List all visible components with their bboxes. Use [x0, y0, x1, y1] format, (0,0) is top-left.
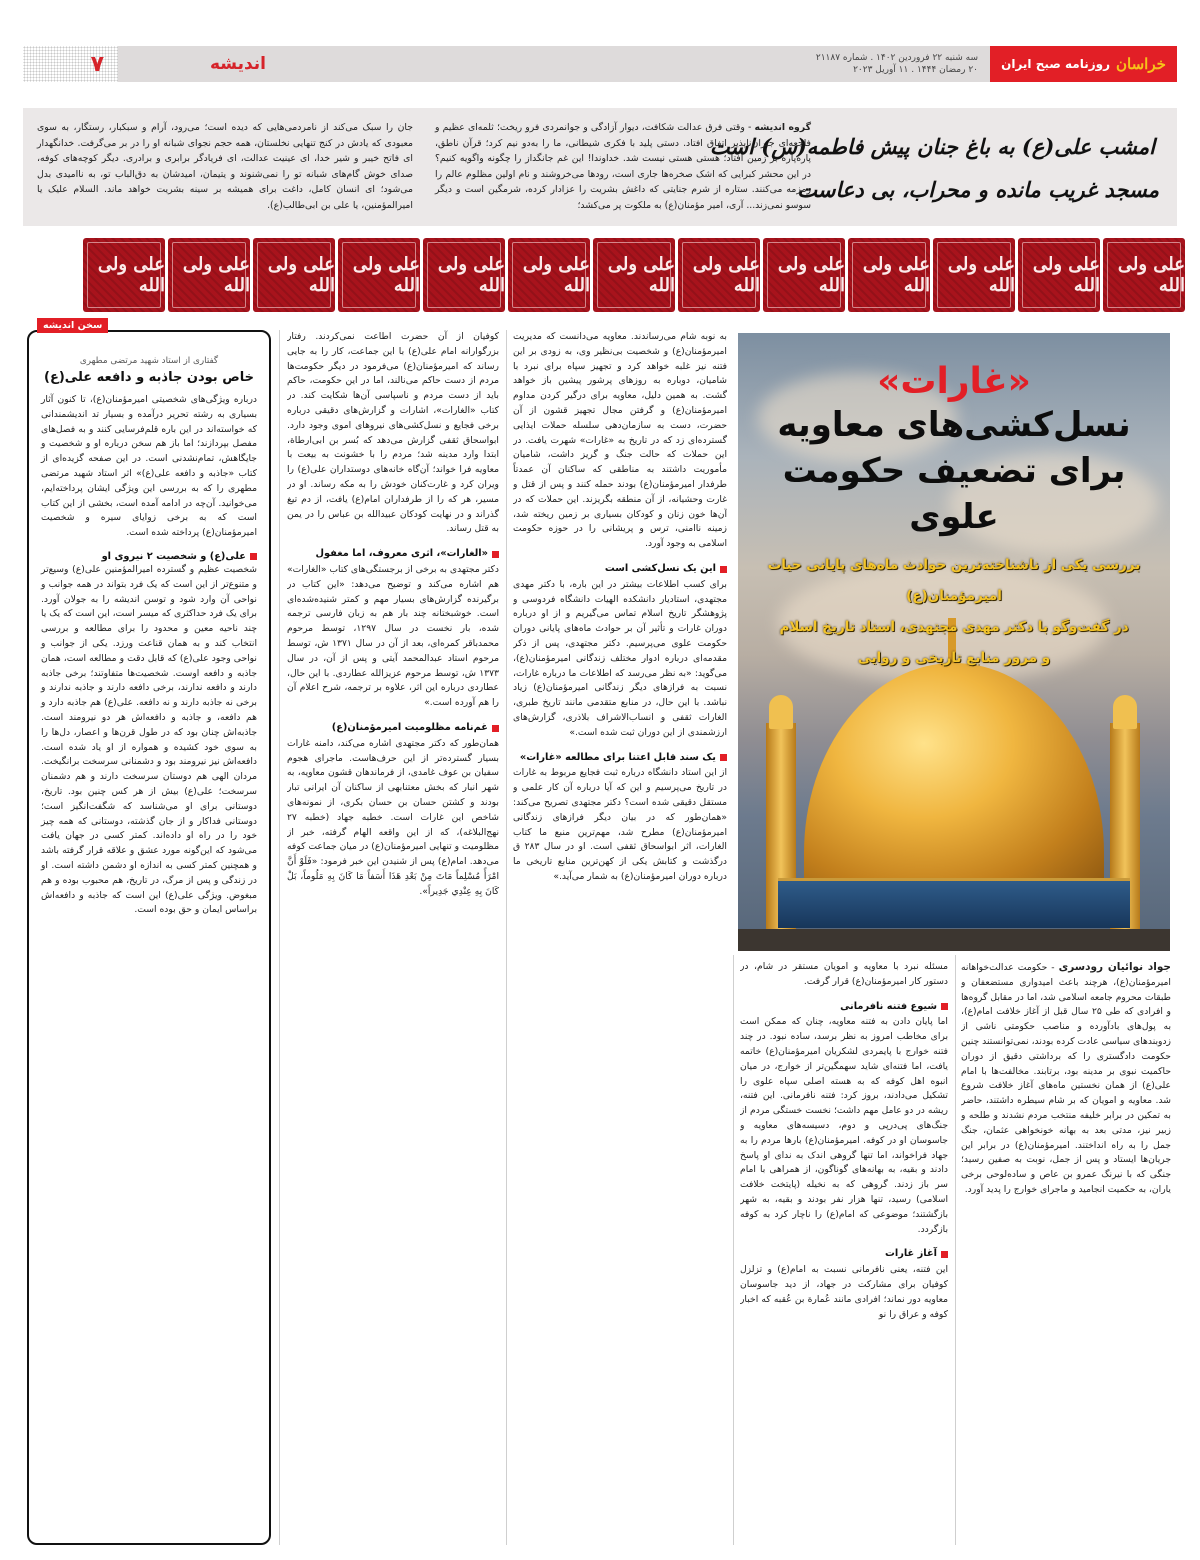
deck-line-1: بررسی یکی از ناشناخته‌ترین حوادث ماه‌های پایانی حیات امیرمؤمنان(ع)	[767, 557, 1141, 604]
calligraphy-text: علی ولی الله	[692, 254, 760, 296]
intro-paragraph-2	[37, 120, 413, 216]
calligraphy-tile	[423, 238, 505, 312]
article-paragraph: مسئله نبرد با معاویه و امویان مستقر در شام، در دستور کار امیرمؤمنان(ع) قرار گرفت.	[740, 961, 948, 987]
calligraphy-text: علی ولی الله	[182, 254, 250, 296]
subhead-text: غم‌نامه مظلومیت امیرمؤمنان(ع)	[331, 721, 488, 733]
calligraphy-tile	[253, 238, 335, 312]
masthead	[23, 46, 1177, 82]
dome-tiled-drum	[778, 878, 1130, 928]
poem-line-1: امشب علی(ع) به باغ جنان پیش فاطمه(س) است	[709, 134, 1155, 159]
subhead-text: این یک نسل‌کشی است	[604, 562, 716, 574]
article-paragraph: به نوبه شام می‌رساندند. معاویه می‌دانست که مدیریت امیرمؤمنان(ع) و شخصیت بی‌نظیر وی، به زودی بر این فتنه نیز غلبه خواهد کرد و تجهیز سپاه برای نبرد با شامیان، دوباره به روزهای پرشور پیشین باز خواهد گشت. به همین دلیل، معاویه برای درگیر کردن مداوم امیرمؤمنان(ع) و گرفتن مجال تجهیز قشون از آن حضرت، دست به سازمان‌دهی سلسله حملات ایذایی گسترده‌ای زد که در تاریخ به «غارات» شهرت یافت. در این حملات که حالت جنگ و گریز داشت، شامیان مأموریت داشتند به مناطقی که ساکنان آن عمدتاً طرفدار امیرمؤمنان(ع) بودند حمله کنند و پس از قتل و غارت وحشیانه، از آن منطقه بگریزند. این حملات که در آن‌ها خون زنان و کودکان بسیاری بر زمین ریخته شد، زمینه ناامنی، ترس و پریشانی را در حوزه حکومت اسلامی به وجود آورد.	[513, 331, 727, 550]
page-number-box	[23, 46, 118, 82]
article-column-3	[287, 330, 499, 1545]
article-lead-paragraph	[961, 960, 1171, 1198]
intro-paragraph-1	[435, 120, 811, 216]
calligraphy-text: علی ولی الله	[267, 254, 335, 296]
red-square-icon	[720, 566, 727, 573]
dateline-persian: سه شنبه ۲۲ فروردین ۱۴۰۲ . شماره ۲۱۱۸۷	[815, 53, 978, 63]
column-rule	[955, 955, 956, 1545]
calligraphy-text: علی ولی الله	[777, 254, 845, 296]
red-square-icon	[941, 1003, 948, 1010]
calligraphy-text: علی ولی الله	[97, 254, 165, 296]
article-paragraph: کوفیان از آن حضرت اطاعت نمی‌کردند. رفتار بزرگوارانه امام علی(ع) با این جماعت، کار را به جایی رساند که امیرمؤمنان(ع) می‌فرمود در دیگر حکومت‌ها مردم از دست حاکم می‌نالند، اما در این حکومت، حاکم باید از دست مردم و ناسپاسی آن‌ها شکایت کند. در کتاب «الغارات»، اشارات و گزارش‌های دقیقی درباره برخی فجایع و نسل‌کشی‌های نیروهای اموی وجود دارد. ابواسحاق ثقفی گزارش می‌دهد که بُسر بن ابی‌ارطاة، ابتدا وارد مدینه شد؛ مردم را با خشونت به بیعت با معاویه فرا خواند؛ آن‌گاه خانه‌های دوستداران علی(ع) را ویران کرد و غارت‌کنان خودش را به مکه رساند. او در مسیر، هر که را از طرفداران امام(ع) یافت، از دم تیغ گذراند و در نهایت کودکان عبیدالله بن عباس را در یمن به قتل رساند.	[287, 331, 499, 535]
brand-block[interactable]	[990, 46, 1177, 82]
article-subhead	[513, 751, 727, 766]
article-paragraph: دکتر مجتهدی به برخی از برجستگی‌های کتاب «الغارات» هم اشاره می‌کند و توضیح می‌دهد: «این کتاب در برگیرنده گزارش‌های بسیار مهم و کمتر شنیده‌شده‌ای است. خوشبختانه چند بار هم به زبان فارسی ترجمه شده، بار نخست در سال ۱۲۹۷، توسط مرحوم محمدباقر کمره‌ای، بعد از آن در سال ۱۳۷۱ ش، توسط مرحوم استاد عبدالمحمد آیتی و پس از آن، در سال ۱۳۷۳ ش، توسط مرحوم عزیزالله عطاردی. با این حال، عطاردی درباره این اثر، علاوه بر ترجمه، شرح اعلام آن را هم آورده است.»	[287, 563, 499, 709]
calligraphy-tile	[848, 238, 930, 312]
article-subhead	[740, 1000, 948, 1015]
sidebar-pretitle: گفتاری از استاد شهید مرتضی مطهری	[79, 356, 219, 366]
calligraphy-tile	[678, 238, 760, 312]
calligraphy-text: علی ولی الله	[437, 254, 505, 296]
headline-line-1: نسل‌کشی‌های معاویه	[777, 405, 1131, 445]
subhead-text: علی(ع) و شخصیت ۲ نیروی او	[101, 550, 246, 562]
calligraphy-tile	[933, 238, 1015, 312]
article-column-1b	[740, 960, 948, 1545]
article-column-1a	[961, 960, 1171, 1545]
sidebar-title: خاص بودن جاذبه و دافعه علی(ع)	[44, 370, 254, 385]
section-title: اندیشه	[209, 54, 266, 74]
calligraphy-tile	[1018, 238, 1100, 312]
article-subhead	[740, 1247, 948, 1262]
newspaper-tagline: روزنامه صبح ایران	[1001, 57, 1111, 71]
sidebar-subhead	[41, 551, 257, 562]
red-square-icon	[492, 551, 499, 558]
calligraphy-text: علی ولی الله	[352, 254, 420, 296]
page-number: ۷	[90, 51, 104, 77]
author-byline: جواد نوائیان رودسری	[1058, 961, 1171, 973]
headline-kicker: «غارات»	[877, 361, 1031, 402]
subhead-text: «الغارات»، اثری معروف، اما مغفول	[315, 548, 488, 560]
calligraphy-strip	[35, 238, 1185, 312]
article-paragraph: برای کسب اطلاعات بیشتر در این باره، با دکتر مهدی مجتهدی، استادیار دانشکده الهیات دانشگاه فردوسی و پژوهشگر تاریخ اسلام تماس می‌گیریم و از او درباره دوران غارات و تأثیر آن بر حوادث ماه‌های پایانی دوران حکومت علوی می‌پرسیم. دکتر مجتهدی، پس از ذکر مقدمه‌ای درباره ادوار مختلف زندگانی امیرمؤمنان(ع)، می‌گوید: «به نظر می‌رسد که اطلاعات ما درباره غارات، نسبت به فرازهای دیگر زندگانی امیرمؤمنان(ع) زیاد نباشد. با این حال، در منابع متقدمی مانند تاریخ طبری، الغارات ثقفی و انساب‌الاشراف بلاذری، گزارش‌های ارزشمندی از این دوران ثبت شده است.»	[513, 578, 727, 738]
subhead-text: شیوع فتنه نافرمانی	[840, 1000, 937, 1012]
poem-line-2: مسجد غریب مانده و محراب، بی دعاست	[797, 177, 1159, 202]
calligraphy-tile	[508, 238, 590, 312]
dateline-hijri-gregorian: ۲۰ رمضان ۱۴۴۴ . ۱۱ آوریل ۲۰۲۳	[853, 65, 978, 75]
calligraphy-text: علی ولی الله	[862, 254, 930, 296]
article-paragraph: همان‌طور که دکتر مجتهدی اشاره می‌کند، دامنه غارات بسیار گسترده‌تر از این حرف‌هاست. ماجرای هجوم سفیان بن عوف غامدی، از فرماندهان قشون معاویه، به شهر انبار که بخش معتنابهی از ساکنان آن ایرانی تبار بودند و کشتن حسان بن حسان بکری، از نمونه‌های شاخص این غارات است. خطبه جهاد (خطبه ۲۷ نهج‌البلاغه)، که از این واقعه الهام گرفته، خبر از مظلومیت و تنهایی امیرمؤمنان(ع) در میان جماعت کوفه می‌دهد. امام(ع) پس از شنیدن این خبر فرمود: «فَلَوْ أَنَّ امْرَأً مُسْلِماً مَاتَ مِنْ بَعْدِ هَذَا أَسَفاً مَا كَانَ بِهِ مَلُوماً، بَلْ كَانَ بِهِ عِنْدِي جَدِيراً».	[287, 737, 499, 897]
sidebar-box	[27, 330, 271, 1545]
article-paragraph: اما پایان دادن به فتنه معاویه، چنان که ممکن است برای مخاطب امروز به نظر برسد، ساده نبود. در چند فتنه خوارج با پایمردی لشکریان امیرمؤمنان(ع) خاتمه یافت، اما فتنه‌ای شاید سهمگین‌تر از خوارج، در میان انبوه اهل کوفه که به هسته اصلی سپاه علوی را تشکیل می‌دادند، بروز کرد: فتنه نافرمانی. این فتنه، ریشه در دو عامل مهم داشت؛ نخست خستگی مردم از جنگ‌های پی‌درپی و دوم، دسیسه‌های معاویه و جاسوسان او در کوفه. امیرمؤمنان(ع) بارها مردم را به جهاد فراخواند، اما تنها گروهی اندک به ندای او پاسخ دادند و بقیه، به بهانه‌های گوناگون، از همراهی با امام سر باز زدند. گروهی که به نخیله (پایتخت خلافت اسلامی) رسید، تنها هزار نفر بودند و بقیه، به شهر بازگشتند؛ موضوعی که امام(ع) را ناچار کرد به کوفه بازگردد.	[740, 1016, 948, 1235]
intro-text-2: جان را سبک می‌کند از نامردمی‌هایی که دیده است؛ می‌رود، آرام و سبکبار، رستگار، به سوی معبودی که یادش در کنج تنهایی نخلستان، همه حجم نجوای شبانه او را در بر می‌گرفت. خدانگهدار ای فاتح خیبر و شیر خدا، ای عینیت عدالت، ای فریادگر برابری و برادری. دیگر کوچه‌های کوفه، صدای خوش گام‌های شبانه تو را نمی‌شنوند و یتیمان، امیدشان به دق‌الباب تو، به ناامیدی بدل می‌شود؛ ای انسان کامل، داغت برای همیشه بر سینه بشریت خواهد ماند. السلام علیک یا امیرالمؤمنین، یا علی بن ابی‌طالب(ع).	[37, 122, 413, 211]
column-rule	[733, 955, 734, 1545]
headline-line-2: برای تضعیف حکومت علوی	[782, 451, 1126, 537]
subhead-text: آغاز غارات	[885, 1248, 937, 1260]
intro-band	[23, 108, 1177, 226]
calligraphy-text: علی ولی الله	[947, 254, 1015, 296]
calligraphy-text: علی ولی الله	[607, 254, 675, 296]
intro-text-1: - وقتی فرق عدالت شکافت، دیوار آزادگی و جوانمردی فرو ریخت؛ ثلمه‌ای عظیم و فاجعه‌ای جبران‌ناپذیر اتفاق افتاد. دستی پلید با فکری شیطانی، ما را به‌دو نیم کرد؛ قرآن ناطق، پاره‌پاره بر زمین افتاد؛ هستی هستی نیست شد. خداوندا! این غم جانگداز را چگونه واگویه کنیم؟ در این محشر کبرایی که اشک صخره‌ها جاری است، رودها می‌خروشند و نام اولین مظلوم عالم را زمزمه می‌کنند. ستاره از شرم جنایتی که داغش بشریت را عزادار کرده، شرمگین است و دیگر سوسو نمی‌زند... آری، امیر مؤمنان(ع) به ملکوت پر می‌کشد؛	[435, 122, 811, 211]
sidebar-paragraph: درباره ویژگی‌های شخصیتی امیرمؤمنان(ع)، تا کنون آثار بسیاری به رشته تحریر درآمده و بسیار تد اندیشمندانی که خواسته‌اند در این باره قلم‌فرسایی کنند و به فصل‌های مفصل بپردازند؛ اما باز هم سخن درباره او و شخصیت و جایگاهش، تمام‌نشدنی است. در این صفحه گزیده‌ای از کتاب «جاذبه و دافعه علی(ع)» اثر استاد شهید مرتضی مطهری را که به بررسی این ویژگی ایشان پرداخته‌ایم، می‌خوانید. آن‌چه در ادامه آمده است، بخشی از این کتاب است که به برخی زوایای سیره و شخصیت امیرمؤمنان(ع) پرداخته شده است.	[41, 394, 257, 539]
calligraphy-text: علی ولی الله	[1032, 254, 1100, 296]
calligraphy-tile	[338, 238, 420, 312]
sidebar-paragraph: شخصیت عظیم و گسترده امیرالمؤمنین علی(ع) وسیع‌تر و متنوع‌تر از این است که یک فرد بتواند در همه جوانب و نواحی آن وارد شود و توسن اندیشه را به جولان آورد. برای یک فرد حداکثری که میسر است، این است که یک یا چند ناحیه معین و محدود را برای مطالعه و بررسی انتخاب کند و به همان قناعت ورزد. یکی از جوانب و نواحی وجود علی(ع) که قابل دقت و مطالعه است، همان جاذبه و دافعه اوست. شخصیت‌ها متفاوتند؛ برخی جاذبه دارند و دافعه ندارند، برخی دافعه دارند و جاذبه ندارند و برخی نه جاذبه دارند و نه دافعه. علی(ع) هم جاذبه دارد و هم دافعه، و جاذبه و دافعه‌اش هر دو نیرومند است. جاذبه‌اش چنان بود که در طول قرن‌ها و اعصار، دل‌ها را به سوی خود کشیده و همواره از او یاد شده است. دافعه‌اش نیز نیرومند بود و دشمنانی سرسخت برانگیخت. مردان الهی هم دوستان سرسخت دارند و هم دشمنان سرسخت؛ علی(ع) بیش از هر کس چنین بود. تاریخ، دوستانی برای او می‌شناسد که شگفت‌انگیز است؛ دوستانی فداکار و از جان گذشته، دوستانی که همه چیز خود را در راه او داده‌اند. کمتر کسی در جهان یافت می‌شود که این‌گونه مورد عشق و علاقه قرار گرفته باشد و همچنین کمتر کسی به اندازه او دشمن داشته است. او در زندگی و پس از مرگ، در تاریخ، هم محبوب بوده و هم مبغوض. ویژگی علی(ع) این است که جاذبه و دافعه‌اش براساس ایمان و حق بوده است.	[41, 563, 257, 916]
headline-block	[738, 361, 1170, 674]
article-subhead	[287, 721, 499, 736]
column-rule	[506, 330, 507, 1545]
dateline	[278, 46, 990, 82]
column-rule	[279, 330, 280, 1545]
lead-text: - حکومت عدالت‌خواهانه امیرمؤمنان(ع)، هرچند باعث امیدواری مستضعفان و طبقات محروم جامعه اسلامی شد، اما در مقابل گروه‌ها و افرادی که طی ۲۵ سال قبل از آغاز خلافت امام(ع)، به پول‌های بادآورده و مناصب حکومتی ناشی از زدوبندهای سیاسی عادت کرده بودند، نمی‌توانستند چنین حکومت دادگستری را که برداشتی دقیق از دوران حاکمیت نبوی بر مدینه بود، برتابند. مخالفت‌ها با امام علی(ع) از همان نخستین ماه‌های آغاز خلافت شروع شد. معاویه و امویان که بر شام سیطره داشتند، حاضر به تمکین در برابر خلیفه منتخب مردم نشدند و طلحه و زبیر نیز، مدتی بعد به بهانه خونخواهی عثمان، جنگ جمل را به راه انداختند. امیرمؤمنان(ع) در برابر این جریان‌ها ایستاد و پس از جمل، نوبت به صفین رسید؛ جنگی که با نیرنگ عمرو بن عاص و ساده‌لوحی برخی یاران، به حکمیت انجامید و ماجرای خوارج را پدید آورد.	[961, 962, 1171, 1195]
calligraphy-tile	[763, 238, 845, 312]
calligraphy-tile	[83, 238, 165, 312]
sidebar-tag: سخن اندیشه	[37, 318, 108, 333]
red-square-icon	[250, 553, 257, 560]
red-square-icon	[941, 1251, 948, 1258]
article-column-2	[513, 330, 727, 1545]
newspaper-logo: خراسان	[1116, 55, 1166, 73]
article-subhead	[513, 562, 727, 577]
article-subhead	[287, 547, 499, 562]
calligraphy-text: علی ولی الله	[1117, 254, 1185, 296]
shrine-base	[738, 929, 1170, 951]
article-paragraph: از این استاد دانشگاه درباره ثبت فجایع مربوط به غارات در تاریخ می‌پرسیم و این که آیا درباره آن کار علمی و مستقل دقیقی شده است؟ دکتر مجتهدی تصریح می‌کند: «همان‌طور که در بیان دیگر فرازهای زندگانی امیرمؤمنان(ع) مطرح شد، مهم‌ترین منبع ما کتاب الغارات، اثر ابواسحاق ثقفی است. او در سال ۲۸۳ ق درگذشت و کتابش یکی از کهن‌ترین منابع تاریخی ما درباره دوران امیرمؤمنان(ع) به شمار می‌آید.»	[513, 767, 727, 882]
deck-line-3: و مرور منابع تاریخی و روایی	[857, 650, 1051, 666]
section-title-bar	[118, 46, 278, 82]
calligraphy-tile	[1103, 238, 1185, 312]
intro-lead: گروه اندیشه	[754, 122, 811, 133]
calligraphy-text: علی ولی الله	[522, 254, 590, 296]
hero-photo	[738, 333, 1170, 951]
red-square-icon	[492, 725, 499, 732]
red-square-icon	[720, 754, 727, 761]
article-paragraph: این فتنه، یعنی نافرمانی نسبت به امام(ع) و تزلزل کوفیان برای مشارکت در جهاد، از دید جاسوسان معاویه دور نماند؛ افرادی مانند عُمارة بن عُقبه که اخبار کوفه و عراق را نو	[740, 1264, 948, 1320]
golden-dome	[804, 663, 1104, 893]
calligraphy-tile	[168, 238, 250, 312]
deck-line-2: در گفت‌وگو با دکتر مهدی مجتهدی، استاد تاریخ اسلام	[779, 619, 1129, 635]
calligraphy-tile	[593, 238, 675, 312]
subhead-text: یک سند قابل اعتنا برای مطالعه «غارات»	[519, 751, 716, 763]
